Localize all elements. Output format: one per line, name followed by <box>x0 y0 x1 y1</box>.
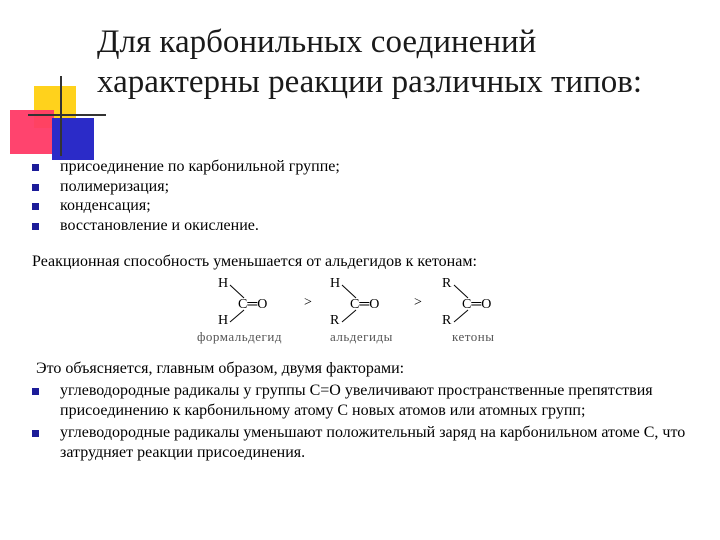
formaldehyde-bottom-atom: H <box>218 313 229 328</box>
list-item: присоединение по карбонильной группе; <box>32 157 340 177</box>
formaldehyde-top-atom: H <box>218 276 229 291</box>
greater-than-sign: > <box>414 295 422 310</box>
formaldehyde-caption: формальдегид <box>197 329 282 344</box>
reactivity-statement: Реакционная способность уменьшается от альдегидов к кетонам: <box>32 253 477 270</box>
square-bullet-icon <box>32 203 39 210</box>
list-item: углеводородные радикалы уменьшают положительный заряд на карбонильном атоме С, что затрудняет реакции присоединения. <box>32 423 702 462</box>
greater-than-sign: > <box>304 295 312 310</box>
list-item: полимеризация; <box>32 177 340 197</box>
formaldehyde-structure <box>197 276 282 344</box>
title-line-1: Для карбонильных соединений <box>97 24 537 60</box>
decor-pink-square <box>10 110 54 154</box>
formaldehyde-carbonyl: C═O <box>238 297 268 312</box>
list-item: углеводородные радикалы у группы С=О увеличивают пространственные препятствия присоединению к карбонильному атому С новых атомов или атомных групп; <box>32 381 702 420</box>
reactivity-scheme <box>180 270 520 348</box>
ketones-structure <box>442 276 494 344</box>
aldehyde-carbonyl: C═O <box>350 297 380 312</box>
ketones-caption: кетоны <box>452 329 495 344</box>
slide-title <box>97 22 707 102</box>
square-bullet-icon <box>32 164 39 171</box>
factors-list <box>32 381 702 465</box>
square-bullet-icon <box>32 223 39 230</box>
decor-vertical-line <box>60 76 62 156</box>
reaction-types-list <box>32 157 340 235</box>
ketone-bottom-atom: R <box>442 313 452 328</box>
decor-horizontal-line <box>28 114 106 116</box>
title-line-2: характерны реакции различных типов: <box>97 64 643 100</box>
aldehyde-bottom-atom: R <box>330 313 340 328</box>
aldehydes-structure <box>330 276 393 344</box>
list-item: конденсация; <box>32 196 340 216</box>
square-bullet-icon <box>32 430 39 437</box>
ketone-carbonyl: C═O <box>462 297 492 312</box>
aldehydes-caption: альдегиды <box>330 329 393 344</box>
list-item: восстановление и окисление. <box>32 216 340 236</box>
ketone-top-atom: R <box>442 276 452 291</box>
explanation-text: Это объясняется, главным образом, двумя факторами: <box>36 360 405 377</box>
decor-blue-square <box>52 118 94 160</box>
square-bullet-icon <box>32 388 39 395</box>
aldehyde-top-atom: H <box>330 276 341 291</box>
square-bullet-icon <box>32 184 39 191</box>
